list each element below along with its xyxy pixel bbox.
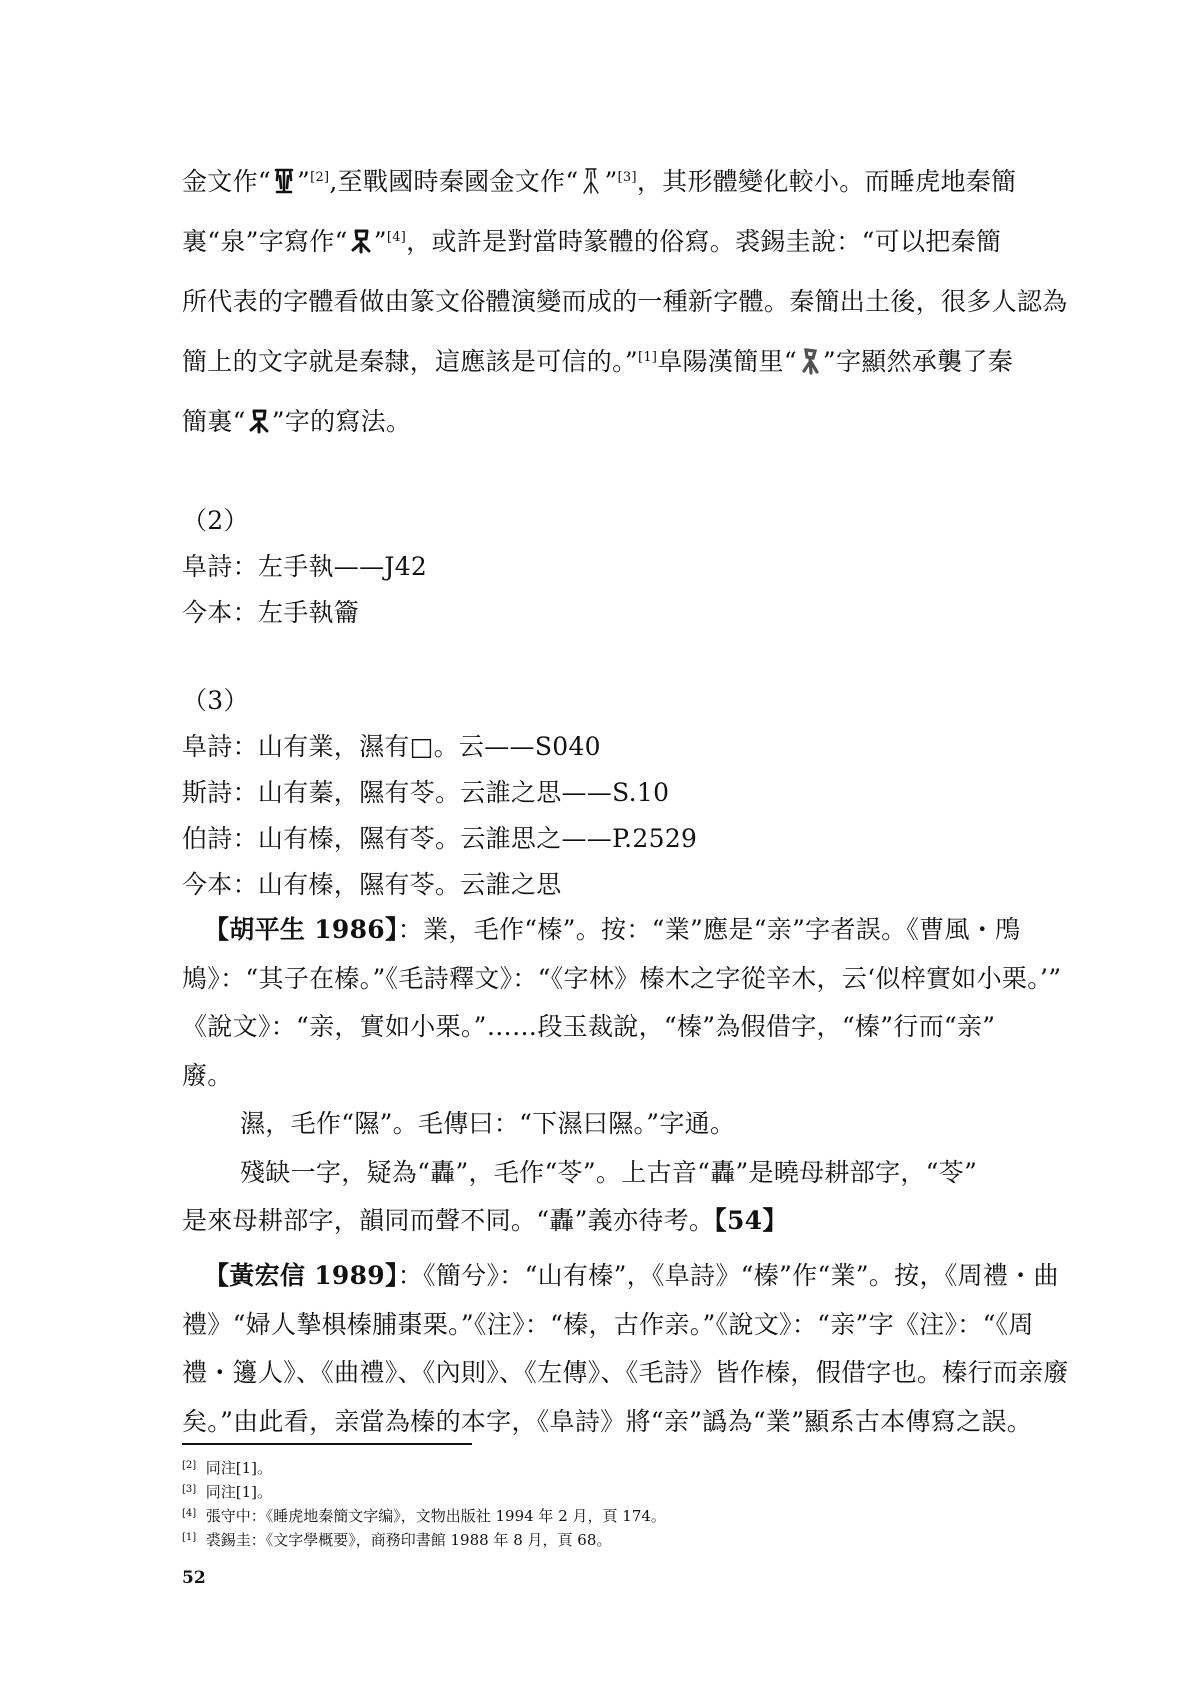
text-run: 簡裏“ bbox=[182, 407, 246, 436]
text-run: ” bbox=[296, 167, 311, 196]
commentary-hu bbox=[182, 906, 1062, 1246]
commentary-author: 【胡平生 1986】 bbox=[204, 915, 398, 944]
footnotes bbox=[182, 1456, 1017, 1552]
footnote bbox=[182, 1456, 1017, 1480]
text-run: ：《簡兮》：“山有榛”，《阜詩》“榛”作“業”。按，《周禮・曲 bbox=[397, 1261, 1059, 1290]
fuyang-quan-glyph-icon bbox=[798, 346, 822, 376]
footnote-ref[interactable]: [3] bbox=[617, 170, 637, 185]
commentary-line: 禮・籩人》、《曲禮》、《內則》、《左傳》、《毛詩》皆作榛，假借字也。榛行而亲廢 bbox=[182, 1358, 1069, 1387]
intro-line-3: 所代表的字體看做由篆文俗體演變而成的一種新字體。秦簡出土後，很多人認為 bbox=[182, 287, 1068, 316]
commentary-huang bbox=[182, 1252, 1069, 1446]
footnote-marker: [2] bbox=[182, 1460, 197, 1471]
footnote-text: 張守中：《睡虎地秦簡文字编》，文物出版社 1994 年 2 月，頁 174。 bbox=[205, 1507, 666, 1525]
text-run: 簡上的文字就是秦隸，這應該是可信的。” bbox=[182, 347, 638, 376]
text-run: ：業，毛作“榛”。按：“業”應是“亲”字者誤。《曹風・鳲 bbox=[397, 915, 1021, 944]
variant-line: 今本：左手執籥 bbox=[182, 598, 360, 627]
variant-line: 斯詩：山有蓁，隰有苓。云誰之思——S.10 bbox=[182, 778, 670, 807]
commentary-line: 禮》“婦人摯椇榛脯棗栗。”《注》：“榛，古作亲。”《說文》：“亲”字《注》：“《周 bbox=[182, 1309, 1034, 1339]
commentary-line: 濕，毛作“隰”。毛傳曰：“下濕曰隰。”字通。 bbox=[240, 1109, 736, 1138]
footnote-marker: [4] bbox=[182, 1508, 197, 1519]
page-number: 52 bbox=[182, 1568, 206, 1588]
footnote-ref[interactable]: [1] bbox=[637, 350, 658, 365]
qin-slip-quan-glyph-icon bbox=[247, 406, 271, 436]
commentary-author: 【黃宏信 1989】 bbox=[204, 1261, 398, 1290]
footnote bbox=[182, 1480, 1017, 1504]
qin-bronze-quan-glyph-icon bbox=[579, 166, 603, 196]
footnote-ref[interactable]: [2] bbox=[310, 170, 330, 185]
footnote-ref[interactable]: [4] bbox=[386, 230, 407, 245]
footnote-text: 裘錫圭：《文字學概要》，商務印書館 1988 年 8 月，頁 68。 bbox=[205, 1531, 612, 1549]
variant-line: 伯詩：山有榛，隰有苓。云誰思之——P.2529 bbox=[182, 824, 698, 853]
variant-line: 阜詩：山有業，濕有□。云——S040 bbox=[182, 732, 601, 761]
commentary-line: 矣。”由此看，亲當為榛的本字，《阜詩》將“亲”譌為“業”顯系古本傳寫之誤。 bbox=[182, 1406, 1033, 1436]
footnote-text: 同注[1]。 bbox=[205, 1483, 272, 1501]
intro-line-5 bbox=[182, 392, 1017, 452]
intro-line-4 bbox=[182, 332, 1017, 392]
commentary-line: 殘缺一字，疑為“轟”，毛作“苓”。上古音“轟”是曉母耕部字，“苓” bbox=[240, 1157, 978, 1187]
footnote-divider bbox=[182, 1443, 472, 1445]
footnote-marker: [3] bbox=[182, 1484, 197, 1495]
variant-line: 阜詩：左手執——J42 bbox=[182, 552, 428, 581]
variant-line: 今本：山有榛，隰有苓。云誰之思 bbox=[182, 870, 562, 899]
text-run: 金文作“ bbox=[182, 167, 271, 196]
qin-slip-quan-glyph-icon bbox=[349, 226, 373, 256]
text-run: 裏“泉”字寫作“ bbox=[182, 227, 348, 256]
intro-line-2 bbox=[182, 212, 1017, 272]
citation-number: 【54】 bbox=[714, 1206, 788, 1235]
commentary-line bbox=[182, 1197, 1017, 1246]
bronze-quan-glyph-icon bbox=[272, 166, 296, 196]
commentary-line: 廢。 bbox=[182, 1060, 233, 1090]
commentary-line: 鳩》：“其子在榛。”《毛詩釋文》：“《字林》榛木之字從辛木，云‘似梓實如小栗。’” bbox=[182, 963, 1062, 993]
section-number: （3） bbox=[182, 686, 249, 715]
footnote-marker: [1] bbox=[182, 1532, 197, 1543]
commentary-line: 《說文》：“亲，實如小栗。”……段玉裁說，“榛”為假借字，“榛”行而“亲” bbox=[182, 1012, 996, 1041]
intro-paragraph bbox=[182, 152, 1068, 452]
text-run: ，或許是對當時篆體的俗寫。裘錫圭說：“可以把秦簡 bbox=[406, 227, 1002, 256]
text-run: ”字的寫法。 bbox=[271, 407, 412, 436]
section-3 bbox=[182, 678, 1017, 908]
text-run: ” bbox=[373, 227, 387, 256]
text-run: ，其形體變化較小。而睡虎地秦簡 bbox=[636, 167, 1017, 196]
commentary-line bbox=[182, 1252, 1059, 1301]
footnote bbox=[182, 1504, 1017, 1528]
footnote bbox=[182, 1528, 1017, 1552]
text-run: 是來母耕部字，韻同而聲不同。“轟”義亦待考。 bbox=[182, 1206, 715, 1235]
text-run: ” bbox=[604, 167, 618, 196]
section-2 bbox=[182, 498, 1017, 636]
commentary-line bbox=[182, 906, 1021, 955]
footnote-text: 同注[1]。 bbox=[205, 1459, 272, 1477]
text-run: ”字顯然承襲了秦 bbox=[822, 347, 1014, 376]
text-run: 阜陽漢簡里“ bbox=[657, 347, 797, 376]
text-run: ,至戰國時秦國金文作“ bbox=[329, 167, 579, 196]
section-number: （2） bbox=[182, 506, 249, 535]
intro-line-1 bbox=[182, 152, 1017, 212]
